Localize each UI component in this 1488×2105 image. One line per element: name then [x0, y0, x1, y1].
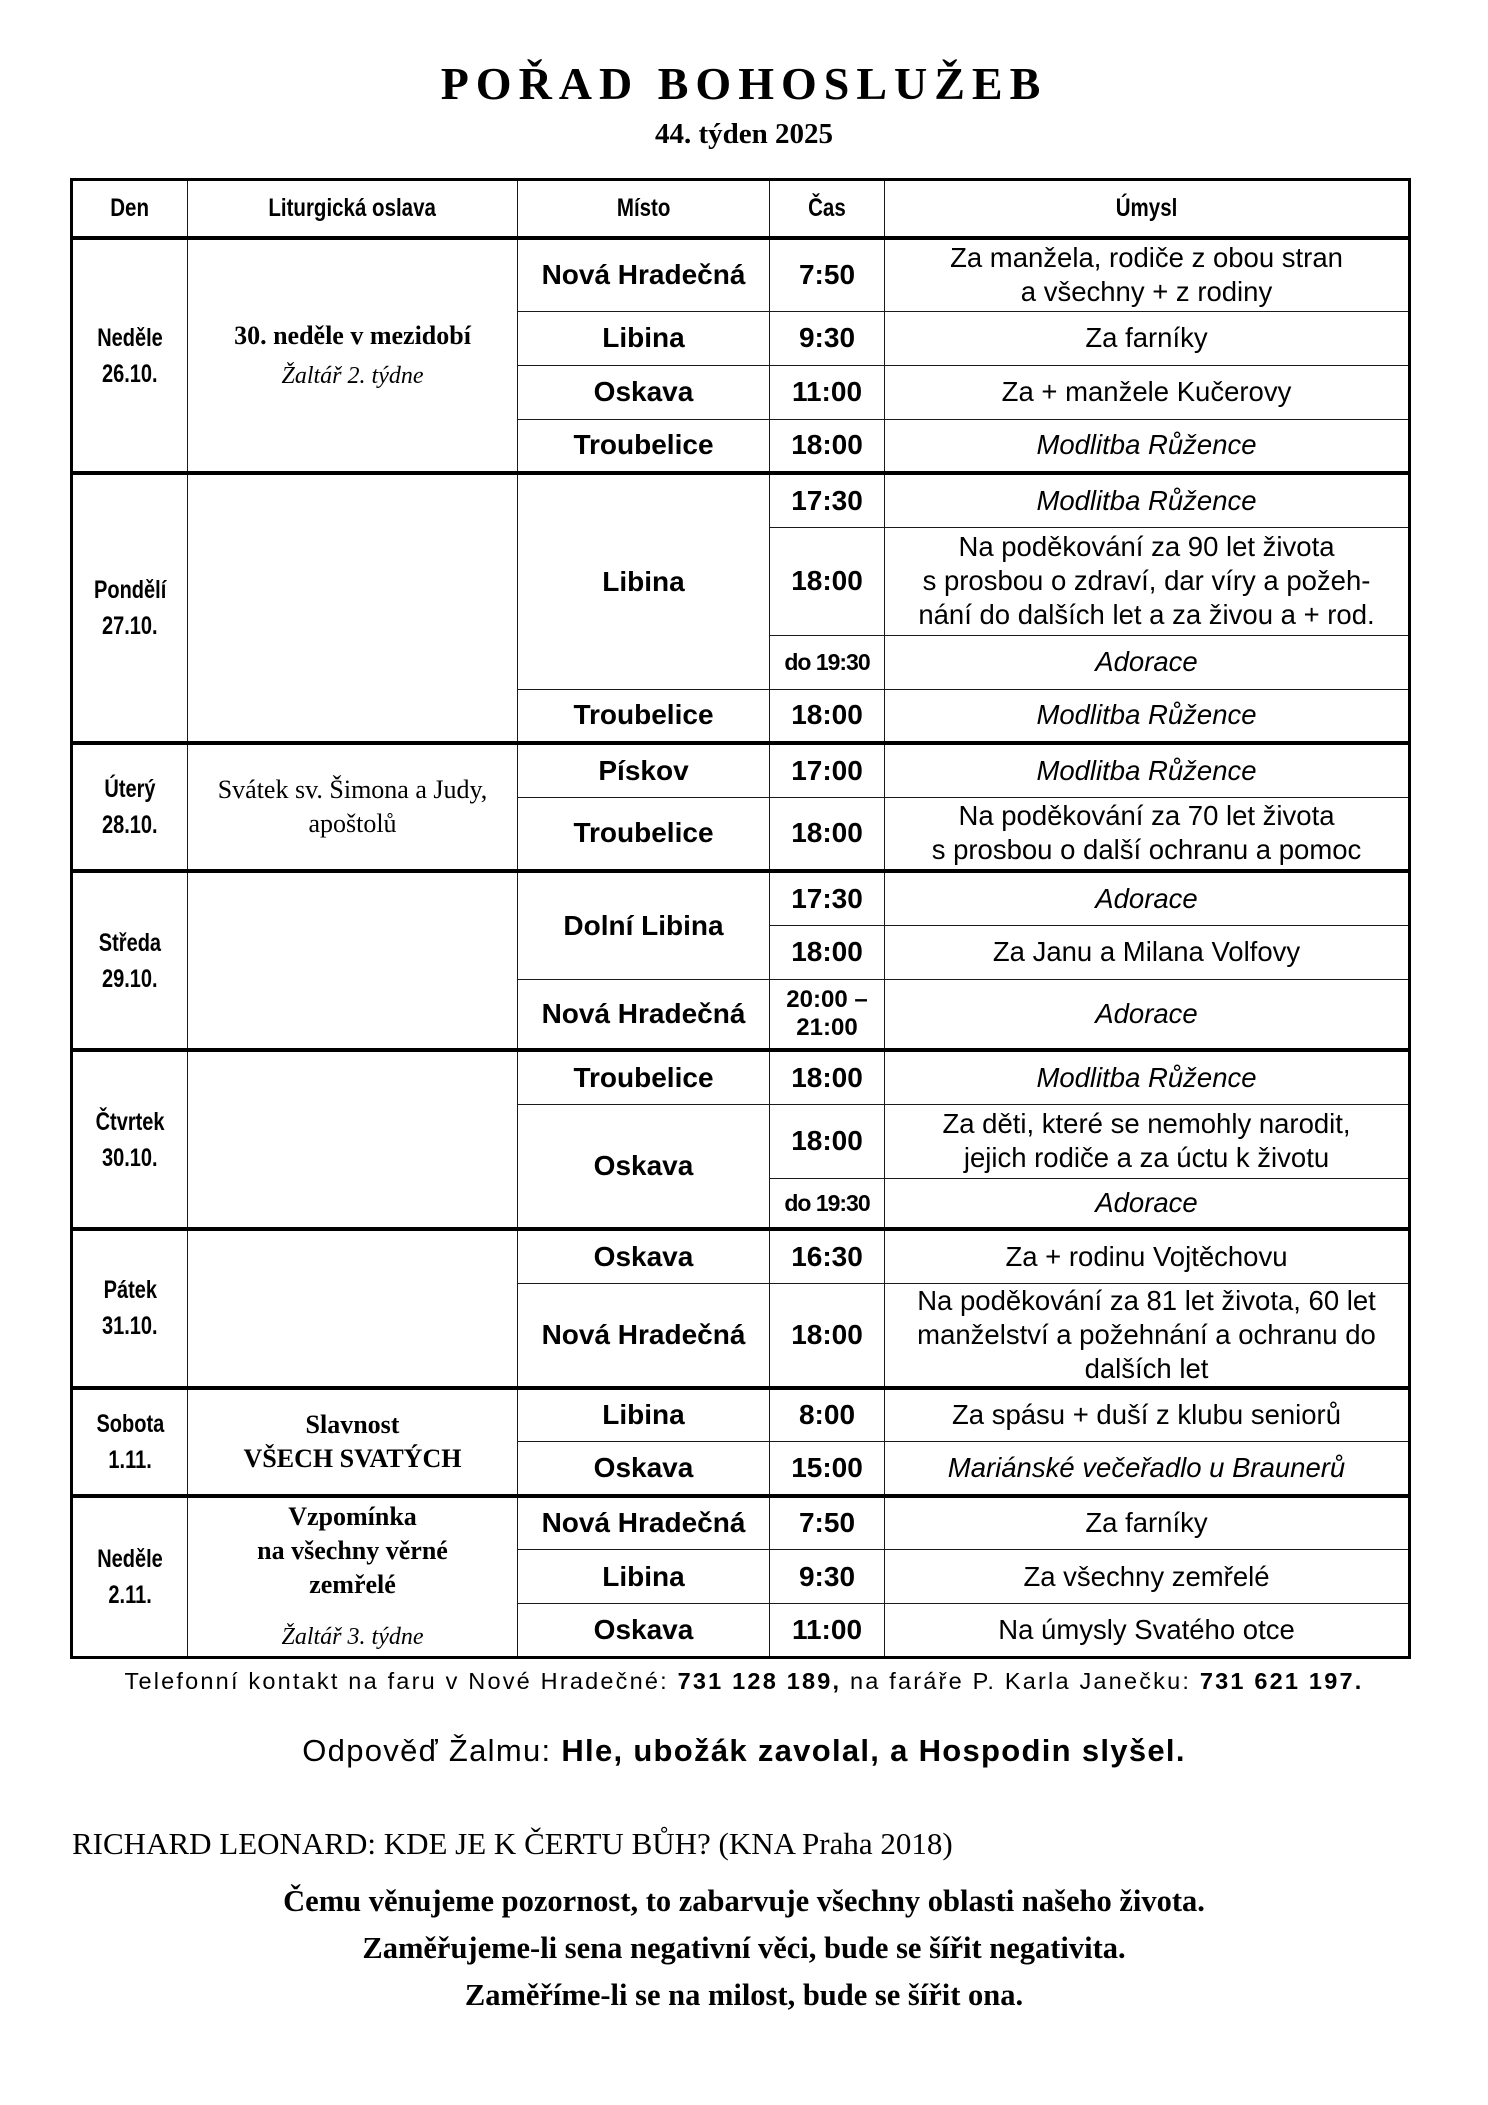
table-row: [72, 871, 1410, 925]
place-cell: Pískov: [518, 743, 770, 797]
table-header-row: [72, 180, 1410, 239]
time-cell: 18:00: [770, 419, 885, 473]
place-cell: Oskava: [518, 1442, 770, 1496]
liturgical-celebration-cell: [188, 1496, 518, 1658]
day-date: 31.10.: [102, 1312, 158, 1341]
time-cell: 11:00: [770, 1604, 885, 1658]
liturgical-celebration-cell: [188, 238, 518, 473]
place-cell: Nová Hradečná: [518, 979, 770, 1050]
day-name: Pondělí: [93, 576, 167, 604]
liturgical-celebration-cell: [188, 1229, 518, 1388]
place-cell: Oskava: [518, 1229, 770, 1283]
time-cell: 16:30: [770, 1229, 885, 1283]
time-cell: 18:00: [770, 1050, 885, 1104]
intention-line: Adorace: [1095, 1186, 1198, 1218]
table-row: [72, 1496, 1410, 1550]
column-header-place: Místo: [518, 180, 770, 239]
celebration-line: zemřelé: [309, 1569, 396, 1599]
celebration-line: Svátek sv. Šimona a Judy,: [217, 775, 488, 804]
column-header-intention: Úmysl: [885, 180, 1410, 239]
intention-line: Modlitba Růžence: [1036, 429, 1257, 461]
celebration-line: apoštolů: [308, 809, 397, 838]
phone-contact: [0, 1668, 1488, 1695]
intention-line: Za + rodinu Vojtěchovu: [1005, 1240, 1288, 1272]
intention-line: s prosbou o další ochranu a pomoc: [931, 834, 1362, 866]
table-row: [72, 1388, 1410, 1442]
intention-line: jejich rodiče a za úctu k životu: [963, 1142, 1330, 1173]
intention-line: Za + manžele Kučerovy: [1001, 376, 1292, 407]
intention-cell: [885, 1442, 1410, 1496]
liturgical-celebration-cell: [188, 473, 518, 743]
quote-line: Zaměřujeme-li sena negativní věci, bude se šířit negativita.: [362, 1931, 1126, 1965]
intention-line: Adorace: [1095, 882, 1198, 914]
day-cell: [72, 1050, 188, 1229]
intention-line: a všechny + z rodiny: [1020, 276, 1273, 308]
time-cell: 18:00: [770, 797, 885, 871]
time-cell: 7:50: [770, 1496, 885, 1550]
intention-line: Za Janu a Milana Volfovy: [992, 936, 1301, 967]
day-name: Středa: [98, 928, 162, 957]
time-cell: 9:30: [770, 311, 885, 365]
intention-line: nání do dalších let a za živou a + rod.: [918, 599, 1375, 630]
time-cell: 18:00: [770, 1283, 885, 1388]
intention-line: s prosbou o zdraví, dar víry a požeh-: [922, 565, 1371, 596]
place-cell: Oskava: [518, 1104, 770, 1229]
place-cell: Troubelice: [518, 689, 770, 743]
day-date: 27.10.: [102, 612, 158, 640]
quote-line: Čemu věnujeme pozornost, to zabarvuje všechny oblasti našeho života.: [283, 1884, 1205, 1918]
time-cell: 15:00: [770, 1442, 885, 1496]
intention-cell: [885, 1283, 1410, 1388]
intention-line: dalších let: [1084, 1352, 1209, 1384]
day-date: 1.11.: [108, 1445, 152, 1474]
time-cell: 17:30: [770, 473, 885, 527]
intention-line: Za děti, které se nemohly narodit,: [942, 1108, 1351, 1139]
page-title: POŘAD BOHOSLUŽEB: [440, 58, 1048, 109]
quote-line: Zaměříme-li se na milost, bude se šířit ona.: [464, 1978, 1024, 2012]
place-cell: Libina: [518, 1550, 770, 1604]
intention-line: Na poděkování za 70 let života: [958, 800, 1335, 832]
psalm-response: [0, 1733, 1488, 1769]
table-row: [72, 238, 1410, 311]
celebration-line: na všechny věrné: [257, 1535, 448, 1565]
intention-cell: [885, 635, 1410, 689]
place-cell: Oskava: [518, 365, 770, 419]
day-date: 28.10.: [102, 811, 158, 839]
quote: [0, 1878, 1488, 2019]
place-cell: Dolní Libina: [518, 871, 770, 979]
place-cell: Libina: [518, 311, 770, 365]
intention-line: Modlitba Růžence: [1036, 484, 1257, 516]
table-row: [72, 1229, 1410, 1283]
day-cell: [72, 1229, 188, 1388]
time-cell: 18:00: [770, 689, 885, 743]
time-line: 21:00: [796, 1013, 858, 1041]
time-cell: [770, 979, 885, 1050]
intention-cell: [885, 1604, 1410, 1658]
day-date: 30.10.: [102, 1143, 158, 1172]
place-cell: Libina: [518, 473, 770, 689]
day-name: Úterý: [104, 775, 156, 803]
intention-cell: [885, 979, 1410, 1050]
table-row: [72, 743, 1410, 797]
place-cell: Troubelice: [518, 1050, 770, 1104]
liturgical-celebration-cell: [188, 871, 518, 1050]
column-header-celebration: Liturgická oslava: [188, 180, 518, 239]
time-cell: do 19:30: [770, 635, 885, 689]
intention-line: Za všechny zemřelé: [1023, 1560, 1270, 1592]
intention-line: Mariánské večeřadlo u Braunerů: [947, 1451, 1346, 1483]
liturgical-celebration-cell: [188, 1388, 518, 1496]
psalm-label: Odpověď Žalmu:: [302, 1733, 562, 1768]
schedule-body: [72, 238, 1410, 1658]
priest-phone: 731 621 197.: [1199, 1668, 1364, 1694]
day-cell: [72, 473, 188, 743]
intention-line: Za spásu + duší z klubu seniorů: [951, 1399, 1342, 1431]
intention-cell: [885, 1496, 1410, 1550]
intention-cell: [885, 238, 1410, 311]
liturgical-celebration-cell: [188, 743, 518, 871]
intention-line: Za farníky: [1085, 322, 1208, 353]
intention-line: Za farníky: [1085, 1507, 1208, 1539]
place-cell: Libina: [518, 1388, 770, 1442]
celebration-line: Vzpomínka: [288, 1501, 417, 1531]
intention-line: Modlitba Růžence: [1036, 699, 1257, 731]
intention-cell: [885, 473, 1410, 527]
place-cell: Oskava: [518, 1604, 770, 1658]
intention-cell: [885, 1550, 1410, 1604]
celebration-line: VŠECH SVATÝCH: [243, 1443, 462, 1473]
time-cell: 17:00: [770, 743, 885, 797]
place-cell: Troubelice: [518, 419, 770, 473]
place-cell: Nová Hradečná: [518, 238, 770, 311]
intention-line: Modlitba Růžence: [1036, 754, 1257, 786]
intention-line: Na poděkování za 90 let života: [958, 531, 1335, 562]
intention-cell: [885, 1388, 1410, 1442]
celebration-line: Slavnost: [305, 1409, 400, 1439]
intention-cell: [885, 871, 1410, 925]
day-name: Sobota: [96, 1409, 164, 1438]
time-cell: 17:30: [770, 871, 885, 925]
time-cell: 18:00: [770, 527, 885, 635]
day-date: 2.11.: [108, 1580, 152, 1609]
day-date: 26.10.: [102, 359, 158, 388]
day-cell: [72, 1388, 188, 1496]
psalter-week: Žaltář 2. týdne: [281, 362, 424, 389]
intention-cell: [885, 689, 1410, 743]
celebration-line: 30. neděle v mezidobí: [234, 320, 471, 350]
table-row: [72, 1050, 1410, 1104]
intention-line: manželství a požehnání a ochranu do: [917, 1318, 1376, 1350]
intention-cell: [885, 311, 1410, 365]
time-cell: 8:00: [770, 1388, 885, 1442]
intention-line: Modlitba Růžence: [1036, 1061, 1257, 1093]
phone-prefix: Telefonní kontakt na faru v Nové Hradečné:: [124, 1668, 678, 1694]
intention-line: Adorace: [1095, 997, 1198, 1029]
time-line: 20:00 –: [786, 985, 868, 1013]
intention-cell: [885, 1229, 1410, 1283]
day-name: Čtvrtek: [95, 1107, 165, 1136]
intention-cell: [885, 419, 1410, 473]
column-header-day: Den: [72, 180, 188, 239]
week-subtitle: 44. týden 2025: [654, 118, 834, 150]
day-cell: [72, 743, 188, 871]
place-cell: Nová Hradečná: [518, 1496, 770, 1550]
table-row: [72, 473, 1410, 527]
intention-cell: [885, 743, 1410, 797]
day-name: Neděle: [97, 1544, 163, 1573]
intention-cell: [885, 1178, 1410, 1229]
psalm-text: Hle, ubožák zavolal, a Hospodin slyšel.: [561, 1733, 1186, 1768]
day-name: Neděle: [97, 323, 163, 352]
day-cell: [72, 1496, 188, 1658]
day-cell: [72, 238, 188, 473]
day-name: Pátek: [103, 1276, 157, 1305]
psalter-week: Žaltář 3. týdne: [281, 1623, 424, 1650]
book-reference: RICHARD LEONARD: KDE JE K ČERTU BŮH? (KNA Praha 2018): [72, 1826, 953, 1861]
day-date: 29.10.: [102, 964, 158, 993]
time-cell: 18:00: [770, 925, 885, 979]
time-cell: 11:00: [770, 365, 885, 419]
time-cell: 18:00: [770, 1104, 885, 1178]
phone-mid: na faráře P. Karla Janečku:: [841, 1668, 1200, 1694]
place-cell: Troubelice: [518, 797, 770, 871]
intention-cell: [885, 925, 1410, 979]
intention-line: Na poděkování za 81 let života, 60 let: [917, 1284, 1376, 1316]
column-header-time: Čas: [770, 180, 885, 239]
time-cell: do 19:30: [770, 1178, 885, 1229]
intention-line: Adorace: [1095, 646, 1198, 677]
intention-line: Za manžela, rodiče z obou stran: [950, 242, 1343, 274]
time-cell: 9:30: [770, 1550, 885, 1604]
place-cell: Nová Hradečná: [518, 1283, 770, 1388]
intention-line: Na úmysly Svatého otce: [998, 1614, 1295, 1645]
intention-cell: [885, 797, 1410, 871]
liturgical-celebration-cell: [188, 1050, 518, 1229]
time-cell: 7:50: [770, 238, 885, 311]
intention-cell: [885, 1050, 1410, 1104]
parish-phone: 731 128 189,: [677, 1668, 842, 1694]
intention-cell: [885, 1104, 1410, 1178]
intention-cell: [885, 527, 1410, 635]
schedule-table: [70, 178, 1411, 1659]
day-cell: [72, 871, 188, 1050]
intention-cell: [885, 365, 1410, 419]
